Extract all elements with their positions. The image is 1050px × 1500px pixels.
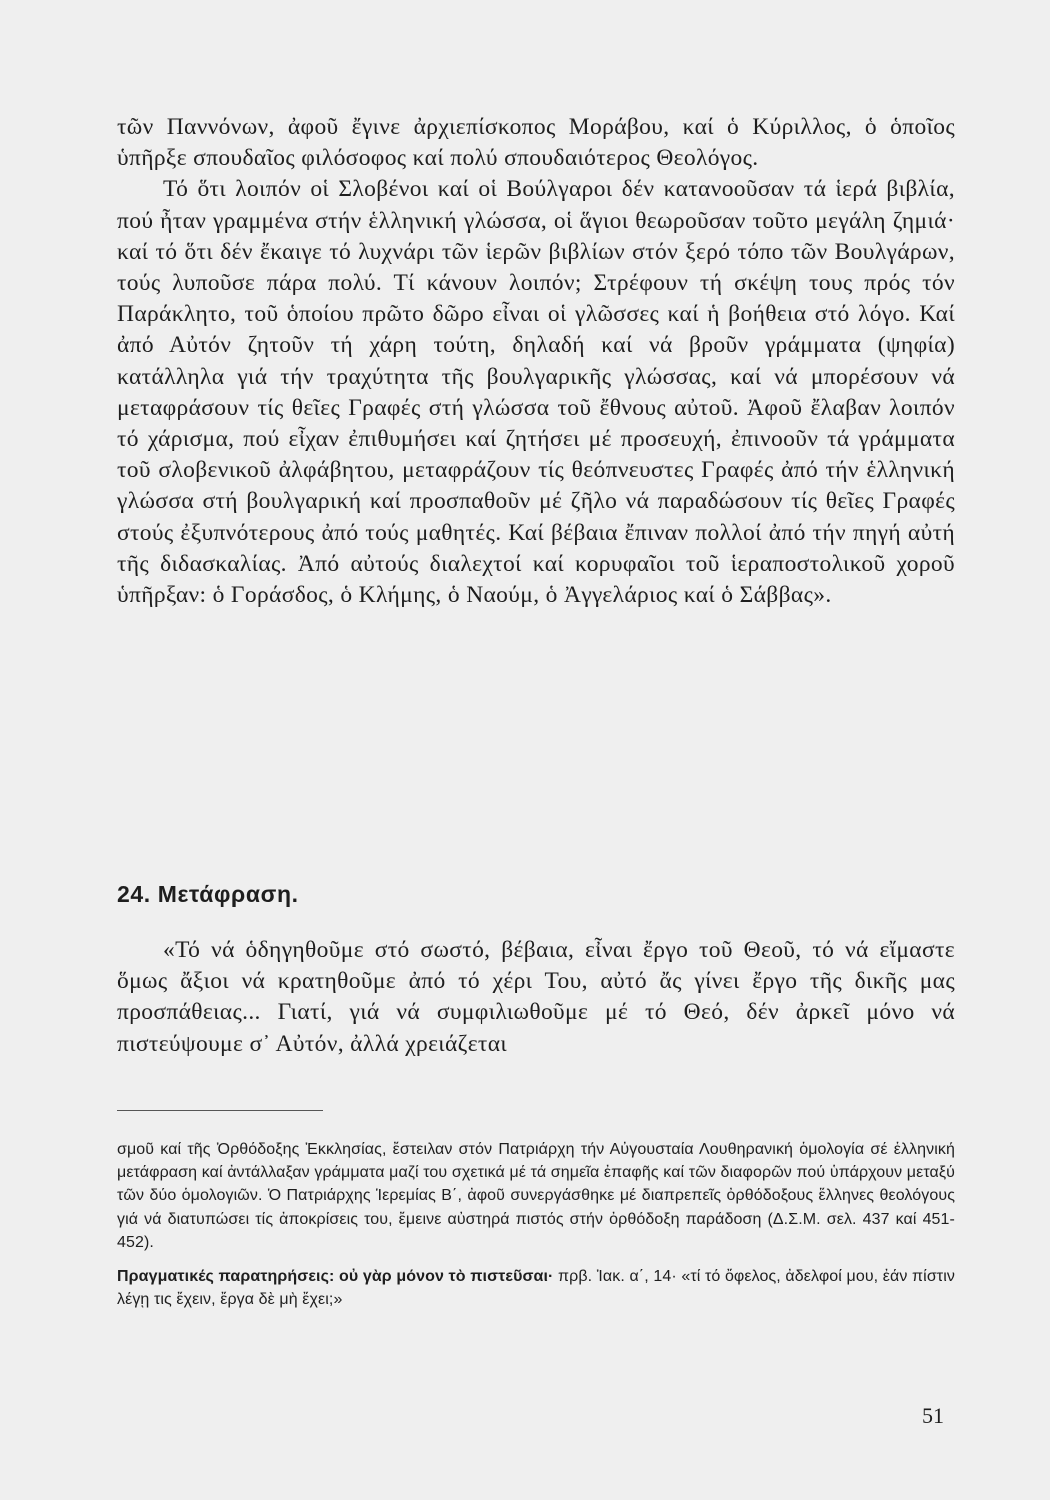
- main-text: [117, 112, 955, 611]
- footnote-divider: [117, 1110, 323, 1111]
- body-paragraph: Τό ὅτι λοιπόν οἱ Σλοβένοι καί οἱ Βούλγαροι δέν κατανοοῦσαν τά ἱερά βιβλία, πού ἦταν γραμμένα στήν ἑλληνική γλώσσα, οἱ ἅγιοι θεωροῦσαν τοῦτο μεγάλη ζημιά· καί τό ὅτι δέν ἔκαιγε τό λυχνάρι τῶν ἱερῶν βιβλίων στόν ξερό τόπο τῶν Βουλγάρων, τούς λυποῦσε πάρα πολύ. Τί κάνουν λοιπόν; Στρέφουν τή σκέψη τους πρός τόν Παράκλητο, τοῦ ὁποίου πρῶτο δῶρο εἶναι οἱ γλῶσσες καί ἡ βοήθεια στό λόγο. Καί ἀπό Αὐτόν ζητοῦν τή χάρη τούτη, δηλαδή καί νά βροῦν γράμματα (ψηφία) κατάλληλα γιά τήν τραχύτητα τῆς βουλγαρικῆς γλώσσας, καί νά μπορέσουν νά μεταφράσουν τίς θεῖες Γραφές στή γλώσσα τοῦ ἔθνους αὐτοῦ. Ἀφοῦ ἔλαβαν λοιπόν τό χάρισμα, πού εἶχαν ἐπιθυμήσει καί ζητήσει μέ προσευχή, ἐπινοοῦν τά γράμματα τοῦ σλοβενικοῦ ἀλφάβητου, μεταφράζουν τίς θεόπνευστες Γραφές ἀπό τήν ἑλληνική γλώσσα στή βουλγαρική καί προσπαθοῦν μέ ζῆλο νά παραδώσουν τίς θεῖες Γραφές στούς ἐξυπνότερους ἀπό τούς μαθητές. Καί βέβαια ἔπιναν πολλοί ἀπό τήν πηγή αὐτή τῆς διδασκαλίας. Ἀπό αὐτούς διαλεχτοί καί κορυφαῖοι τοῦ ἱεραποστολικοῦ χοροῦ ὑπῆρξαν: ὁ Γοράσδος, ὁ Κλήμης, ὁ Ναούμ, ὁ Ἀγγελάριος καί ὁ Σάββας».: [117, 176, 955, 609]
- continuation-paragraph: τῶν Παννόνων, ἀφοῦ ἔγινε ἀρχιεπίσκοπος Μοράβου, καί ὁ Κύριλλος, ὁ ὁποῖος ὑπῆρξε σπουδαῖος φιλόσοφος καί πολύ σπουδαιότερος Θεολόγος.: [117, 114, 955, 172]
- footnote-remark-text: πρβ. Ἰακ. α΄, 14· «τί τό ὄφελος, ἀδελφοί μου, ἐάν πίστιν λέγῃ τις ἔχειν, ἔργα δὲ μὴ ἔχει;»: [117, 1268, 955, 1309]
- section-heading: 24. Μετάφραση.: [117, 881, 299, 907]
- section-paragraph: «Τό νά ὁδηγηθοῦμε στό σωστό, βέβαια, εἶναι ἔργο τοῦ Θεοῦ, τό νά εἴμαστε ὅμως ἄξιοι νά κρατηθοῦμε ἀπό τό χέρι Του, αὐτό ἄς γίνει ἔργο τῆς δικῆς μας προσπάθειας... Γιατί, γιά νά συμφιλιωθοῦμε μέ τό Θεό, δέν ἀρκεῖ μόνο νά πιστεύψουμε σ᾿ Αὐτόν, ἀλλά χρειάζεται: [117, 937, 955, 1057]
- footnote-remark-title: Πραγματικές παρατηρήσεις: οὐ γὰρ μόνον τὸ πιστεῦσαι·: [117, 1268, 554, 1286]
- page-number: 51: [922, 1403, 944, 1428]
- footnotes: [117, 1138, 955, 1311]
- footnote-remark: [117, 1265, 955, 1311]
- footnote-continuation: σμοῦ καί τῆς Ὀρθόδοξης Ἐκκλησίας, ἔστειλαν στόν Πατριάρχη τήν Αὐγουσταία Λουθηρανική ὁμολογία σέ ἑλληνική μετάφραση καί ἀντάλλαξαν γράμματα μαζί του σχετικά μέ τά σημεῖα ἐπαφῆς καί τῶν διαφορῶν πού ὑπάρχουν μεταξύ τῶν δύο ὁμολογιῶν. Ὁ Πατριάρχης Ἱερεμίας Β΄, ἀφοῦ συνεργάσθηκε μέ διαπρεπεῖς ὀρθόδοξους ἕλληνες θεολόγους γιά νά διατυπώσει τίς ἀποκρίσεις του, ἔμεινε αὐστηρά πιστός στήν ὀρθόδοξη παράδοση (Δ.Σ.Μ. σελ. 437 καί 451-452).: [117, 1141, 955, 1251]
